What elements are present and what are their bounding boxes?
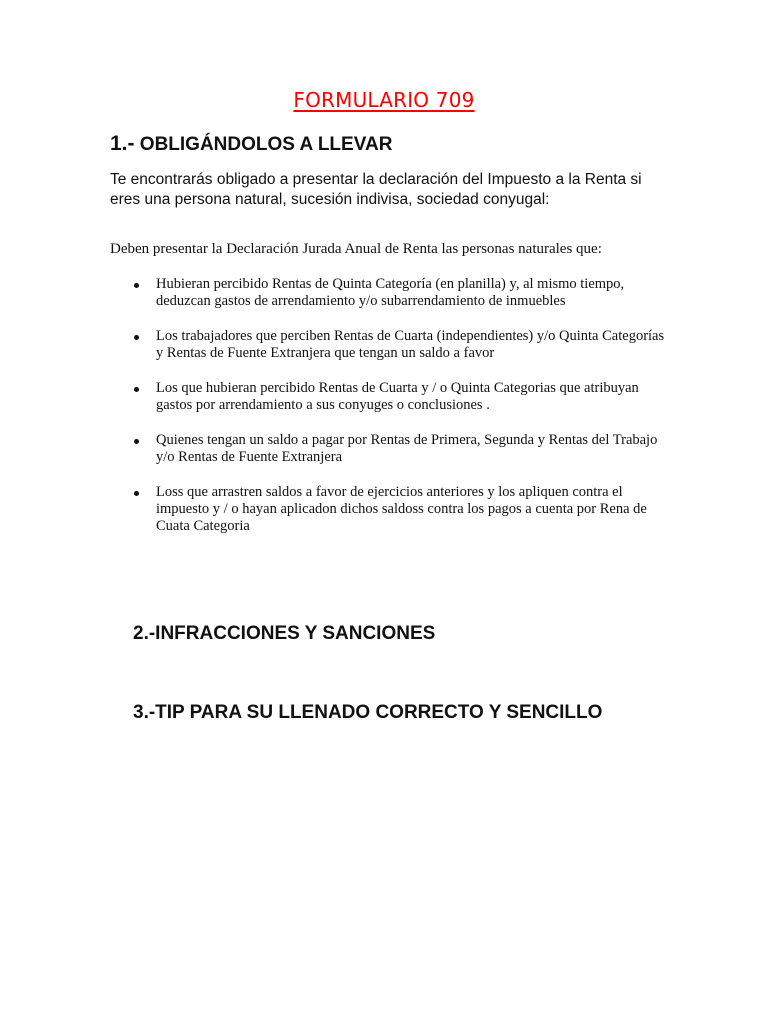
list-item-text: Quienes tengan un saldo a pagar por Rentas de Primera, Segunda y Rentas del Trabajo y/o Rentas de Fuente Extranjera	[156, 432, 658, 465]
document-title	[0, 88, 768, 112]
section-3-heading: 3.-TIP PARA SU LLENADO CORRECTO Y SENCILLO	[133, 702, 603, 723]
bullet-icon	[134, 283, 139, 288]
section-1-intro: Te encontrarás obligado a presentar la declaración del Impuesto a la Renta si eres una persona natural, sucesión indivisa, sociedad conyugal:	[110, 171, 642, 208]
list-item	[110, 484, 670, 535]
section-1-title: OBLIGÁNDOLOS A LLEVAR	[139, 134, 393, 155]
section-1-number: 1.-	[110, 132, 135, 155]
bullet-icon	[134, 387, 139, 392]
section-1-lead: Deben presentar la Declaración Jurada Anual de Renta las personas naturales que:	[110, 241, 602, 257]
list-item	[110, 276, 670, 310]
bullet-icon	[134, 439, 139, 444]
requirements-list	[110, 276, 670, 553]
list-item	[110, 432, 670, 466]
list-item-text: Los trabajadores que perciben Rentas de Cuarta (independientes) y/o Quinta Categorías y Rentas de Fuente Extranjera que tengan un saldo a favor	[156, 328, 665, 361]
list-item-text: Los que hubieran percibido Rentas de Cuarta y / o Quinta Categorias que atribuyan gastos por arrendamiento a sus conyuges o conclusiones .	[156, 380, 639, 413]
list-item	[110, 328, 670, 362]
list-item	[110, 380, 670, 414]
document-title-text: FORMULARIO 709	[293, 88, 475, 112]
section-1-heading	[110, 132, 392, 156]
bullet-icon	[134, 491, 139, 496]
list-item-text: Loss que arrastren saldos a favor de ejercicios anteriores y los apliquen contra el impuesto y / o hayan aplicadon dichos saldoss contra los pagos a cuenta por Rena de Cuata Categoria	[156, 484, 647, 534]
list-item-text: Hubieran percibido Rentas de Quinta Categoría (en planilla) y, al mismo tiempo, deduzcan gastos de arrendamiento y/o subarrendamiento de inmuebles	[156, 276, 625, 309]
section-2-heading: 2.-INFRACCIONES Y SANCIONES	[133, 623, 436, 644]
bullet-icon	[134, 335, 139, 340]
